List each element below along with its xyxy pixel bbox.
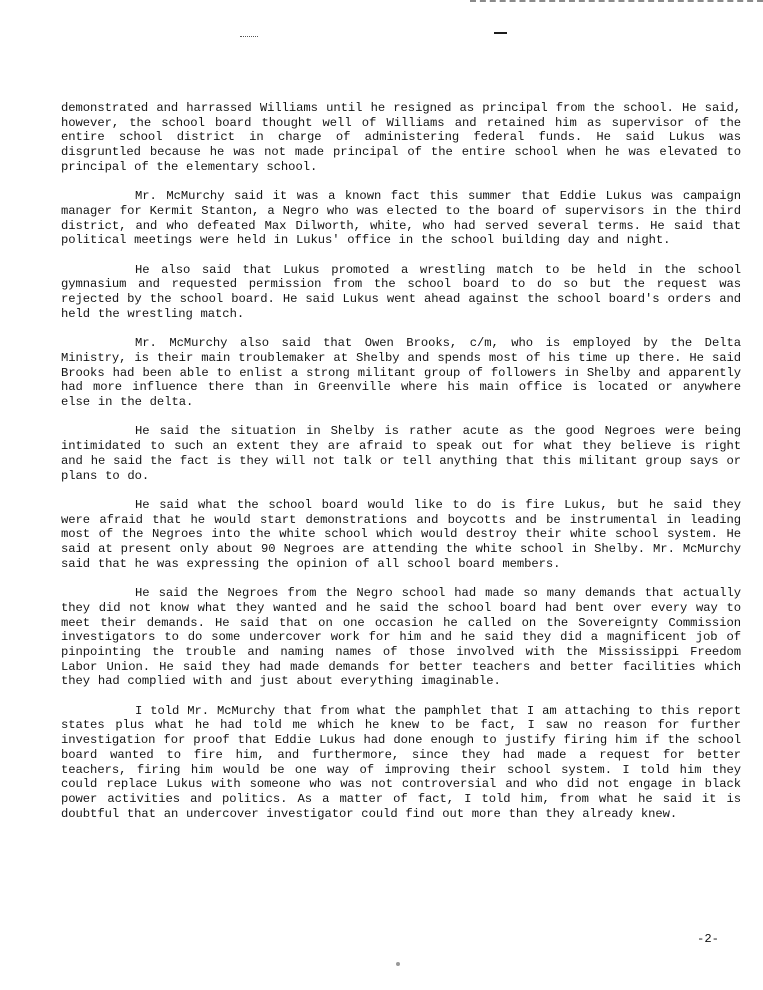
paragraph-4: Mr. McMurchy also said that Owen Brooks, c/m, who is employed by the Delta Ministry, is their main troublemaker at Shelby and spends most of his time up there. He said Brooks had been able to enlist a strong militant group of followers in Shelby and apparently had more influence there than in Greenville where his main office is located or anywhere else in the delta. (61, 336, 741, 410)
paragraph-2: Mr. McMurchy said it was a known fact this summer that Eddie Lukus was campaign manager for Kermit Stanton, a Negro who was elected to the board of supervisors in the third district, and who defeated Max Dilworth, white, who had served several terms. He said that political meetings were held in Lukus' office in the school building day and night. (61, 189, 741, 248)
page-number: -2- (697, 932, 719, 946)
stray-ink-mark (240, 36, 258, 38)
paragraph-8: I told Mr. McMurchy that from what the pamphlet that I am attaching to this report states plus what he had told me which he knew to be fact, I saw no reason for further investigation for proof that Eddie Lukus had done enough to justify firing him if the school board wanted to fire him, and furthermore, since they had made a request for better teachers, firing him would be one way of improving their school system. I told him they could replace Lukus with someone who was not controversial and who did not engage in black power activities and politics. As a matter of fact, I told him, from what he said it is doubtful that an undercover investigator could find out more than they already knew. (61, 703, 741, 821)
paragraph-1: demonstrated and harrassed Williams until he resigned as principal from the school. He said, however, the school board thought well of Williams and retained him as supervisor of the entire school district in charge of administering federal funds. He said Lukus was disgruntled because he was not made principal of the entire school when he was elevated to principal of the elementary school. (61, 101, 741, 174)
paragraph-7: He said the Negroes from the Negro school had made so many demands that actually they did not know what they wanted and he said the school board had bent over every way to meet their demands. He said that on one occasion he called on the Sovereignty Commission investigators to do some undercover work for him and he said they did a magnificent job of pinpointing the trouble and naming names of those involved with the Mississippi Freedom Labor Union. He said they had made demands for better teachers and better facilities which they had complied with and just about everything imaginable. (61, 586, 741, 689)
top-edge-dashes (470, 0, 763, 5)
stray-dot-mark (396, 962, 400, 966)
paragraph-6: He said what the school board would like to do is fire Lukus, but he said they were afraid that he would start demonstrations and boycotts and be instrumental in leading most of the Negroes into the white school which would destroy their white school system. He said at present only about 90 Negroes are attending the white school in Shelby. Mr. McMurchy said that he was expressing the opinion of all school board members. (61, 497, 741, 571)
paragraph-5: He said the situation in Shelby is rather acute as the good Negroes were being intimidated to such an extent they are afraid to speak out for what they believe is right and he said the fact is they will not talk or tell anything that this militant group says or plans to do. (61, 424, 741, 483)
document-body (61, 101, 741, 836)
top-handwritten-mark (494, 32, 507, 34)
paragraph-3: He also said that Lukus promoted a wrestling match to be held in the school gymnasium and requested permission from the school board to do so but the request was rejected by the school board. He said Lukus went ahead against the school board's orders and held the wrestling match. (61, 262, 741, 321)
